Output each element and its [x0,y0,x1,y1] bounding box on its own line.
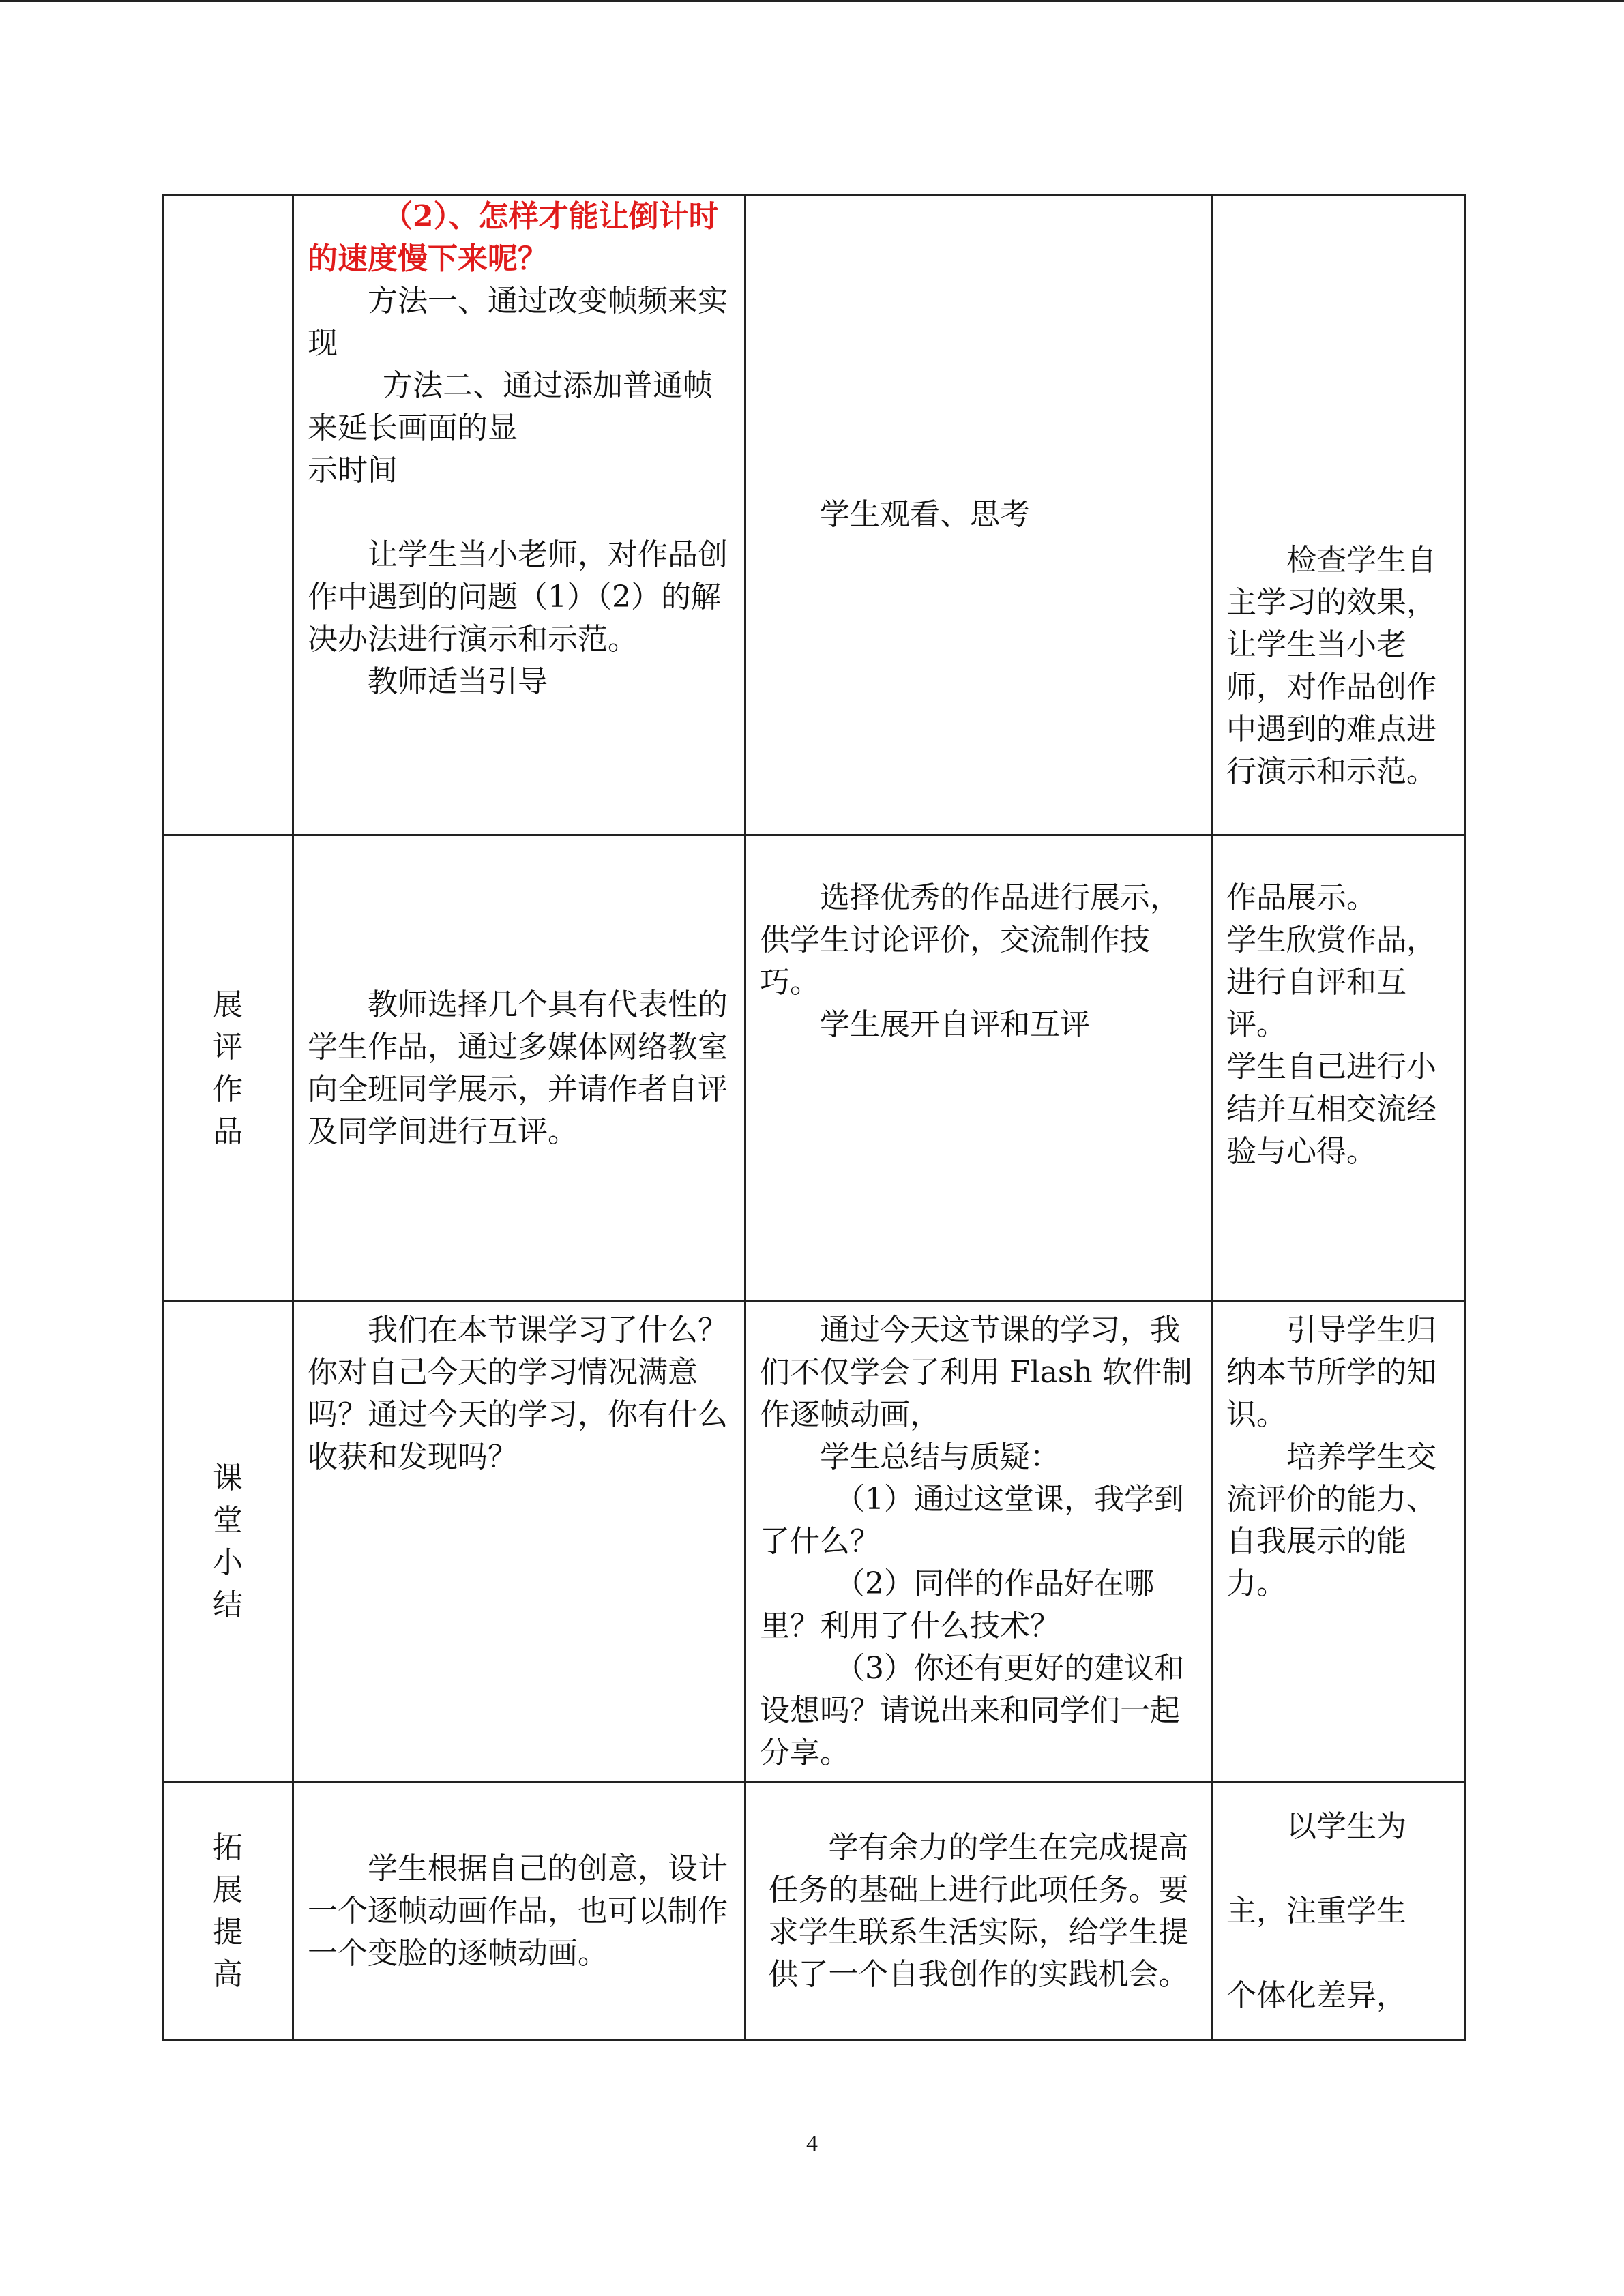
stage-cell [163,1302,293,1783]
student-question-1: （1）通过这堂课，我学到了什么？ [760,1482,1184,1559]
method-two-text: 方法二、通过添加普通帧来延长画面的显 [308,368,713,445]
design-intent-text: 个体化差异， [1226,1978,1406,2013]
design-intent-text: 主，注重学生 [1226,1893,1406,1928]
top-border-line [0,0,1624,2]
stage-label: 拓展提高 [213,1830,243,1992]
teacher-activity-cell [293,835,745,1302]
design-intent-text: 学生欣赏作品，进行自评和互评。 [1226,923,1436,1042]
teacher-instruction-text: 让学生当小老师，对作品创作中遇到的问题（1）（2）的解决办法进行演示和示范。 [308,537,728,657]
stage-label: 展评作品 [213,987,243,1149]
lesson-plan-table [162,194,1466,2041]
student-activity-text: 学生观看、思考 [820,497,1030,532]
stage-cell [163,835,293,1302]
student-activity-text: 学有余力的学生在完成提高任务的基础上进行此项任务。要求学生联系生活实际，给学生提供了一个自我创作的实践机会。 [768,1830,1189,1992]
design-intent-text: 作品展示。 [1226,880,1376,915]
method-one-text: 方法一、通过改变帧频来实现 [308,284,728,361]
student-summary-text: 通过今天这节课的学习，我们不仅学会了利用 Flash 软件制作逐帧动画， [760,1313,1192,1432]
teacher-guidance-text: 教师适当引导 [368,664,548,699]
spacer [308,492,730,534]
student-activity-text: 选择优秀的作品进行展示，供学生讨论评价，交流制作技巧。 [760,880,1180,1000]
student-question-2: （2）同伴的作品好在哪里？利用了什么技术？ [760,1566,1154,1643]
method-two-continued: 示时间 [308,453,398,488]
stage-label: 课堂小结 [213,1461,243,1622]
student-activity-cell [745,835,1212,1302]
question-heading: （2）、怎样才能让倒计时的速度慢下来呢？ [308,199,719,276]
teacher-activity-cell [293,1302,745,1783]
design-intent-cell [1212,195,1465,835]
stage-cell [163,195,293,835]
student-activity-cell [745,1783,1212,2040]
spacer [1226,1848,1450,1890]
design-intent-cell [1212,1302,1465,1783]
spacer [1226,1933,1450,1975]
teacher-activity-text: 教师选择几个具有代表性的学生作品，通过多媒体网络教室向全班同学展示，并请作者自评及同学间进行互评。 [308,987,728,1149]
teacher-activity-cell [293,1783,745,2040]
teacher-activity-text: 学生根据自己的创意，设计一个逐帧动画作品，也可以制作一个变脸的逐帧动画。 [308,1851,728,1971]
design-intent-cell [1212,835,1465,1302]
student-summary-text: 学生总结与质疑： [820,1440,1060,1474]
page-number: 4 [806,2131,818,2156]
teacher-activity-text: 我们在本节课学习了什么？你对自己今天的学习情况满意吗？通过今天的学习，你有什么收获和发现吗？ [308,1313,728,1474]
design-intent-text: 培养学生交流评价的能力、自我展示的能力。 [1226,1440,1436,1601]
design-intent-text: 以学生为 [1286,1808,1406,1844]
table-row [163,195,1465,835]
stage-cell [163,1783,293,2040]
design-intent-text: 引导学生归纳本节所学的知识。 [1226,1313,1436,1432]
student-activity-cell [745,195,1212,835]
student-question-3: （3）你还有更好的建议和设想吗？请说出来和同学们一起分享。 [760,1651,1184,1770]
design-intent-text: 检查学生自主学习的效果，让学生当小老师，对作品创作中遇到的难点进行演示和示范。 [1226,543,1436,789]
design-intent-cell [1212,1783,1465,2040]
teacher-activity-cell [293,195,745,835]
student-activity-cell [745,1302,1212,1783]
table-row [163,835,1465,1302]
table-row [163,1302,1465,1783]
design-intent-text: 学生自己进行小结并互相交流经验与心得。 [1226,1049,1436,1169]
table-row [163,1783,1465,2040]
student-activity-text: 学生展开自评和互评 [820,1007,1090,1042]
